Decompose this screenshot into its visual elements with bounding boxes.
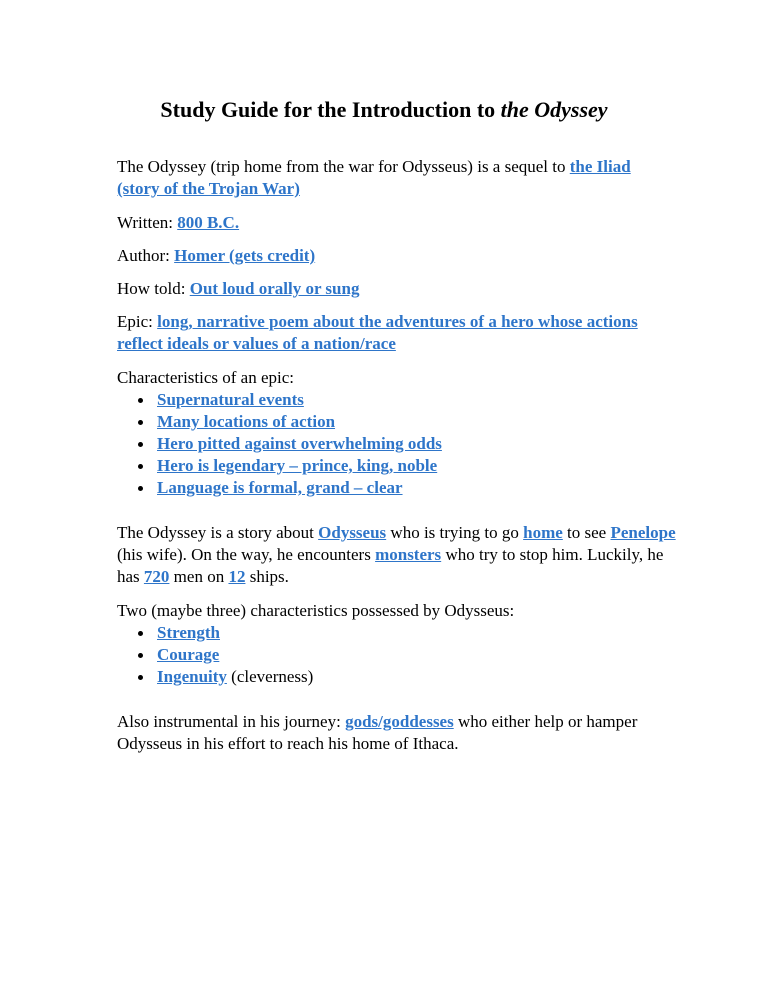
story-text: to see bbox=[562, 523, 611, 542]
characteristics-list bbox=[117, 389, 677, 499]
trait-text: Strength bbox=[157, 623, 220, 642]
story-paragraph bbox=[117, 522, 677, 588]
characteristics-heading: Characteristics of an epic: bbox=[117, 368, 295, 387]
sequel-answer: the Iliad (story of the Trojan War) bbox=[117, 157, 631, 198]
story-answer-men: 720 bbox=[143, 567, 170, 586]
story-answer-ships: 12 bbox=[228, 567, 246, 586]
story-text: (his wife). On the way, he encounters bbox=[117, 545, 376, 564]
story-text: who try to stop him. Luckily, he has bbox=[117, 545, 664, 586]
list-item bbox=[117, 622, 677, 644]
epic-characteristics bbox=[117, 367, 677, 499]
story-text: men on bbox=[169, 567, 229, 586]
story-answer-monsters: monsters bbox=[375, 545, 442, 564]
how-told-line bbox=[117, 278, 677, 300]
characteristic-text: Many locations of action bbox=[157, 412, 336, 431]
trait-text: Courage bbox=[157, 645, 220, 664]
instrumental-answer: gods/goddesses bbox=[345, 712, 454, 731]
epic-definition bbox=[117, 311, 677, 355]
list-item bbox=[117, 433, 677, 455]
trait-note: (cleverness) bbox=[226, 667, 314, 686]
list-item bbox=[117, 644, 677, 666]
odysseus-traits bbox=[117, 600, 677, 688]
list-item bbox=[117, 455, 677, 477]
author-line bbox=[117, 245, 677, 267]
instrumental-text: Also instrumental in his journey: bbox=[117, 712, 346, 731]
sequel-paragraph bbox=[117, 156, 677, 200]
characteristic-text: Language is formal, grand – clear bbox=[157, 478, 403, 497]
written-line bbox=[117, 212, 677, 234]
characteristic-text: Hero pitted against overwhelming odds bbox=[157, 434, 442, 453]
story-answer-penelope: Penelope bbox=[610, 523, 676, 542]
written-answer: 800 B.C. bbox=[177, 213, 240, 232]
title-prefix: Study Guide for the Introduction to bbox=[160, 97, 501, 122]
story-text: ships. bbox=[245, 567, 289, 586]
author-label: Author: bbox=[117, 246, 175, 265]
trait-text: Ingenuity bbox=[157, 667, 227, 686]
traits-list bbox=[117, 622, 677, 688]
epic-label: Epic: bbox=[117, 312, 158, 331]
traits-heading: Two (maybe three) characteristics possessed by Odysseus: bbox=[117, 601, 515, 620]
instrumental-paragraph bbox=[117, 711, 677, 755]
list-item bbox=[117, 666, 677, 688]
story-text: who is trying to go bbox=[386, 523, 524, 542]
how-told-label: How told: bbox=[117, 279, 190, 298]
written-label: Written: bbox=[117, 213, 178, 232]
story-text: The Odyssey is a story about bbox=[117, 523, 319, 542]
story-answer-home: home bbox=[523, 523, 563, 542]
title-italic: the Odyssey bbox=[500, 97, 608, 122]
characteristic-text: Hero is legendary – prince, king, noble bbox=[157, 456, 438, 475]
how-told-answer: Out loud orally or sung bbox=[189, 279, 360, 298]
list-item bbox=[117, 411, 677, 433]
sequel-text: The Odyssey (trip home from the war for Odysseus) is a sequel to bbox=[117, 157, 570, 176]
story-answer-odysseus: Odysseus bbox=[318, 523, 387, 542]
instrumental-rest: who either help or hamper Odysseus in his effort to reach his home of Ithaca. bbox=[117, 712, 638, 753]
page-title bbox=[0, 97, 768, 123]
author-answer: Homer (gets credit) bbox=[174, 246, 316, 265]
list-item bbox=[117, 389, 677, 411]
list-item bbox=[117, 477, 677, 499]
epic-answer: long, narrative poem about the adventures of a hero whose actions reflect ideals or values of a nation/race bbox=[117, 312, 638, 353]
characteristic-text: Supernatural events bbox=[157, 390, 304, 409]
